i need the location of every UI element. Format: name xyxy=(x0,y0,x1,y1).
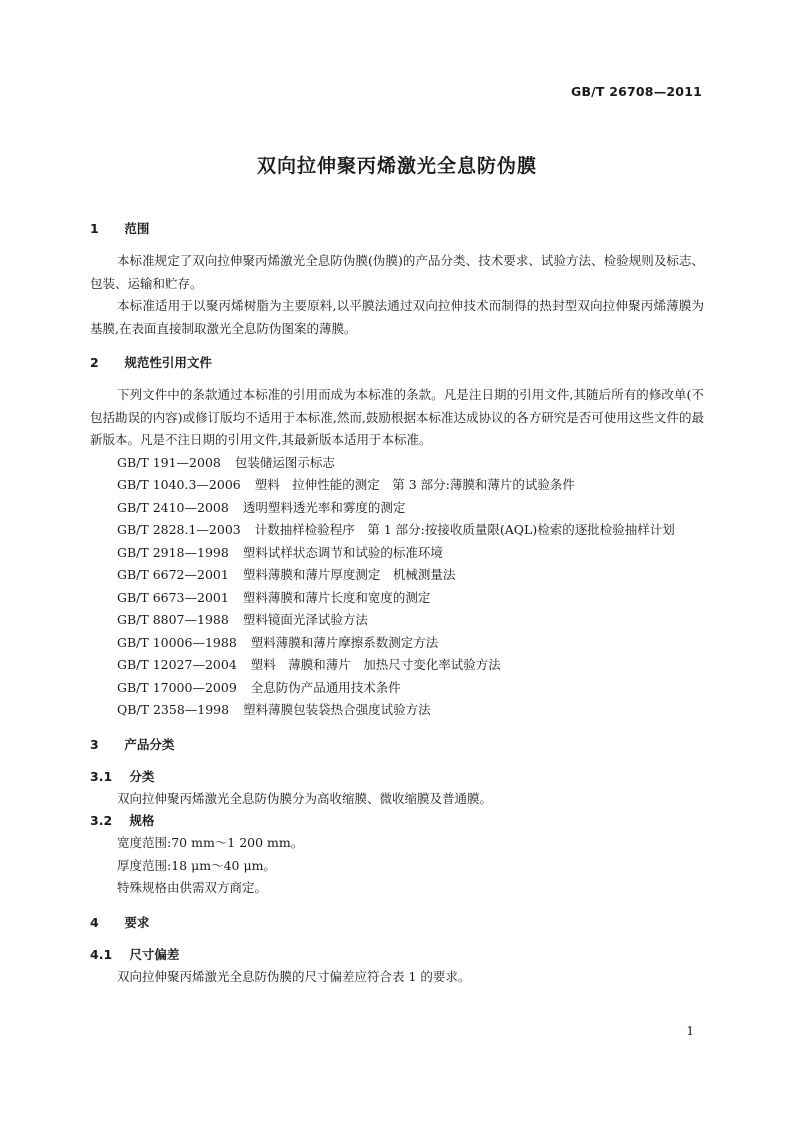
subsection-title: 规格 xyxy=(129,813,155,828)
section-title: 范围 xyxy=(124,221,150,236)
section-title: 规范性引用文件 xyxy=(124,355,212,370)
paragraph: 厚度范围:18 μm～40 μm。 xyxy=(117,857,276,873)
reference-title: 全息防伪产品通用技术条件 xyxy=(250,679,401,695)
document-body xyxy=(90,218,704,988)
reference-title: 塑料薄膜和薄片长度和宽度的测定 xyxy=(242,589,431,605)
reference-list xyxy=(90,452,704,722)
section-heading-product-classification xyxy=(90,734,704,756)
reference-code: GB/T 1040.3—2006 xyxy=(117,477,241,492)
reference-title: 塑料薄膜包装袋热合强度试验方法 xyxy=(243,702,431,717)
reference-title: 塑料薄膜和薄片摩擦系数测定方法 xyxy=(250,634,439,650)
subsection-heading-classification xyxy=(90,766,704,788)
section-number: 3 xyxy=(90,736,99,752)
reference-code: GB/T 2918—1998 xyxy=(117,544,229,560)
subsection-number: 3.2 xyxy=(90,813,113,828)
reference-title: 计数抽样检验程序 第 1 部分:按接收质量限(AQL)检索的逐批检验抽样计划 xyxy=(254,522,675,537)
reference-code: GB/T 2828.1—2003 xyxy=(117,522,241,537)
reference-code: GB/T 6673—2001 xyxy=(117,589,229,605)
subsection-title: 尺寸偏差 xyxy=(129,946,180,962)
paragraph: 本标准规定了双向拉伸聚丙烯激光全息防伪膜(伪膜)的产品分类、技术要求、试验方法、检验规则及标志、包装、运输和贮存。 xyxy=(90,253,704,291)
section-number: 4 xyxy=(90,914,99,930)
reference-code: GB/T 191—2008 xyxy=(117,454,221,470)
reference-code: GB/T 17000—2009 xyxy=(117,679,237,695)
reference-code: GB/T 8807—1988 xyxy=(117,612,229,627)
subsection-number: 4.1 xyxy=(90,946,113,962)
paragraph: 本标准适用于以聚丙烯树脂为主要原料,以平膜法通过双向拉伸技术而制得的热封型双向拉伸聚丙烯薄膜为基膜,在表面直接制取激光全息防伪图案的薄膜。 xyxy=(90,298,704,336)
reference-title: 塑料 拉伸性能的测定 第 3 部分:薄膜和薄片的试验条件 xyxy=(254,477,575,492)
reference-item xyxy=(90,699,704,722)
reference-code: GB/T 2410—2008 xyxy=(117,499,229,515)
paragraph: 下列文件中的条款通过本标准的引用而成为本标准的条款。凡是注日期的引用文件,其随后所有的修改单(不包括勘误的内容)或修订版均不适用于本标准,然而,鼓励根据本标准达成协议的各方研究是否可使用这些文件的最新版本。凡是不注日期的引用文件,其最新版本适用于本标准。 xyxy=(90,387,704,447)
paragraph: 宽度范围:70 mm～1 200 mm。 xyxy=(117,835,304,850)
reference-item xyxy=(90,632,704,655)
reference-item xyxy=(90,677,704,700)
reference-code: GB/T 12027—2004 xyxy=(117,657,237,672)
paragraph: 双向拉伸聚丙烯激光全息防伪膜的尺寸偏差应符合表 1 的要求。 xyxy=(117,968,471,984)
section-number: 1 xyxy=(90,221,99,236)
reference-code: QB/T 2358—1998 xyxy=(117,702,230,717)
paragraph: 双向拉伸聚丙烯激光全息防伪膜分为高收缩膜、微收缩膜及普通膜。 xyxy=(117,790,493,806)
subsection-title: 分类 xyxy=(129,768,155,784)
reference-item xyxy=(90,452,704,475)
reference-item xyxy=(90,497,704,520)
document-title: 双向拉伸聚丙烯激光全息防伪膜 xyxy=(256,155,537,177)
reference-item xyxy=(90,542,704,565)
subsection-number: 3.1 xyxy=(90,768,113,784)
reference-item xyxy=(90,564,704,587)
reference-code: GB/T 6672—2001 xyxy=(117,567,229,582)
reference-title: 塑料薄膜和薄片厚度测定 机械测量法 xyxy=(242,567,456,582)
subsection-heading-dimension-deviation xyxy=(90,944,704,966)
page-number: 1 xyxy=(686,1024,694,1038)
section-heading-normative-references xyxy=(90,352,704,374)
section-heading-scope xyxy=(90,218,704,240)
reference-item xyxy=(90,609,704,632)
reference-code: GB/T 10006—1988 xyxy=(117,634,237,650)
reference-item xyxy=(90,519,704,542)
reference-item xyxy=(90,654,704,677)
reference-item xyxy=(90,474,704,497)
section-title: 要求 xyxy=(124,914,150,930)
section-heading-requirements xyxy=(90,912,704,934)
paragraph: 特殊规格由供需双方商定。 xyxy=(117,880,268,895)
reference-title: 包装储运图示标志 xyxy=(234,454,335,470)
section-title: 产品分类 xyxy=(124,736,175,752)
subsection-heading-specification xyxy=(90,810,704,832)
reference-title: 塑料 薄膜和薄片 加热尺寸变化率试验方法 xyxy=(250,657,501,672)
reference-title: 塑料试样状态调节和试验的标准环境 xyxy=(242,544,443,560)
reference-title: 透明塑料透光率和雾度的测定 xyxy=(242,499,406,515)
reference-title: 塑料镜面光泽试验方法 xyxy=(242,612,368,627)
standard-code: GB/T 26708—2011 xyxy=(570,84,702,99)
reference-item xyxy=(90,587,704,610)
section-number: 2 xyxy=(90,355,99,370)
